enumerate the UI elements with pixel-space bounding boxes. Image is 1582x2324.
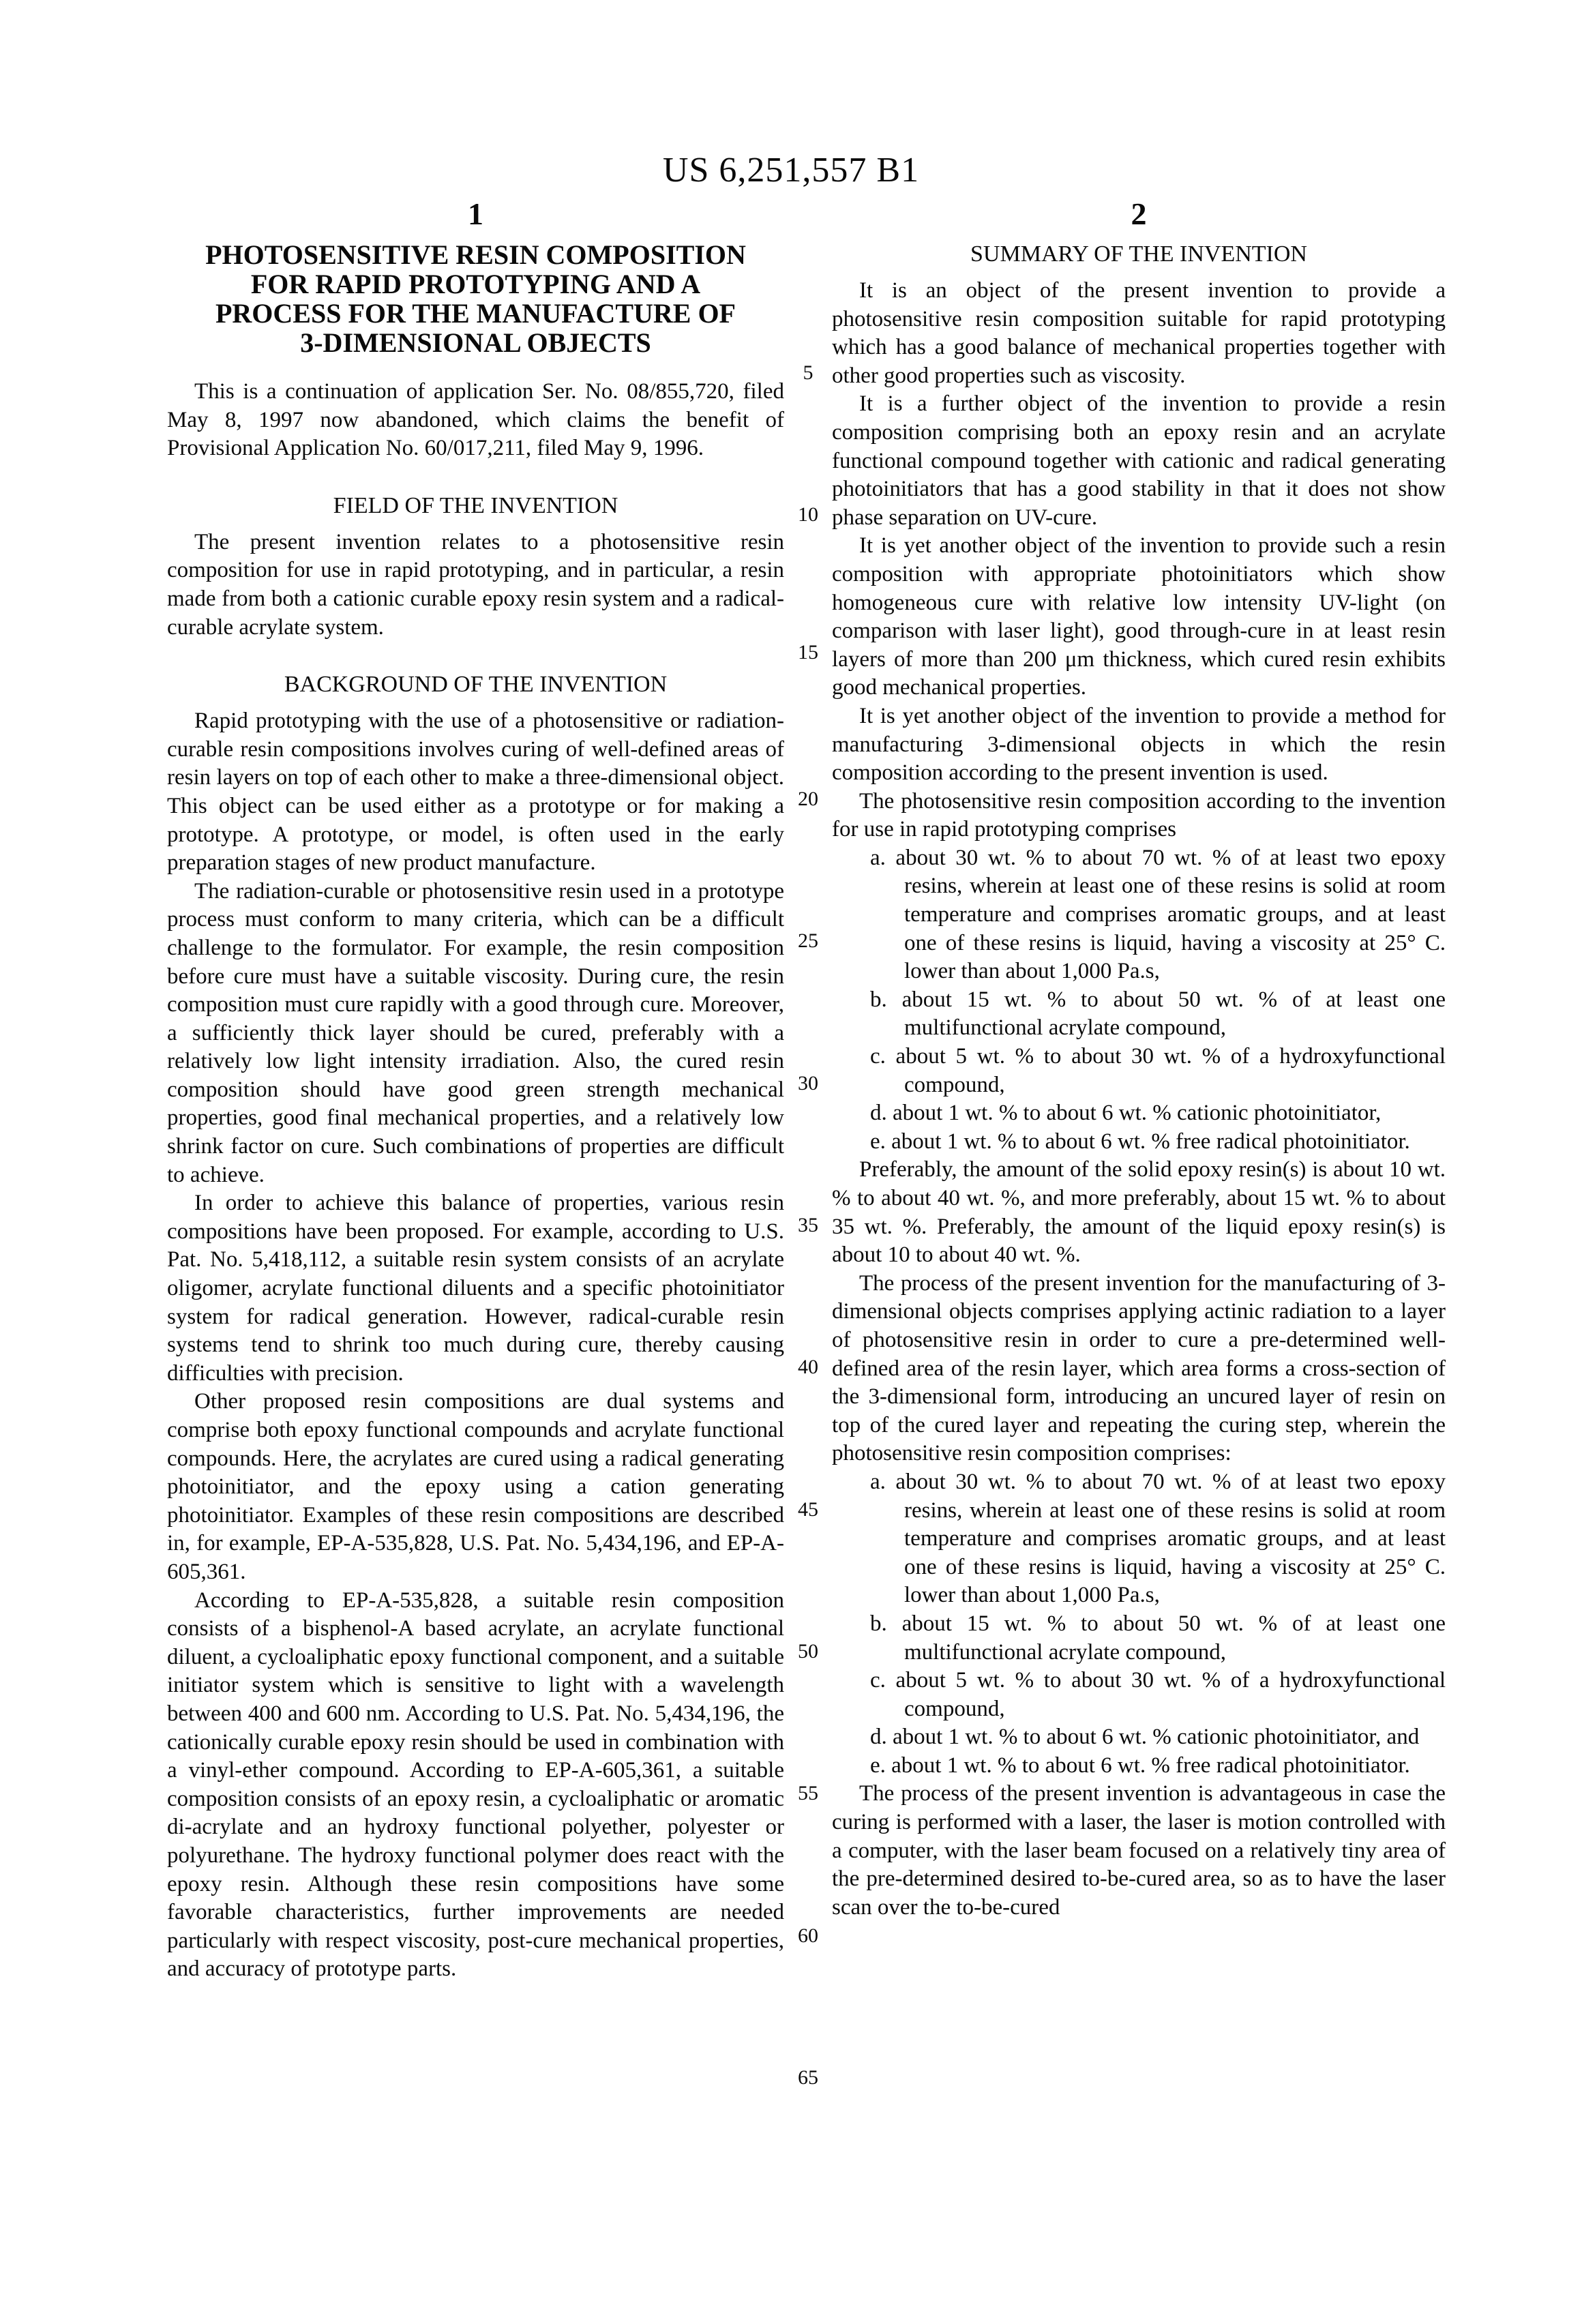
summary-paragraph-2: It is a further object of the invention to provide a resin composition comprising both an epoxy resin and an acrylate functional compound together with cationic and radical generating photoinitiators that has a good stability in that it does not show phase separation on UV-cure.	[832, 391, 1446, 530]
field-paragraph: The present invention relates to a photosensitive resin composition for use in rapid prototyping, and in particular, a resin made from both a cationic curable epoxy resin system and a radical-curable acrylate system.	[167, 529, 784, 640]
list-item-b: b. about 15 wt. % to about 50 wt. % of at least one multifunctional acrylate compound,	[870, 987, 1446, 1041]
patent-number-header: US 6,251,557 B1	[662, 151, 920, 190]
list2-item-a: a. about 30 wt. % to about 70 wt. % of at least two epoxy resins, wherein at least one of these resins is solid at room temperature and comprises aromatic groups, and at least one of these resins is liquid, having a viscosity at 25° C. lower than about 1,000 Pa.s,	[870, 1469, 1446, 1608]
column-1	[167, 240, 784, 1984]
line-number-10: 10	[798, 503, 818, 526]
list-item-c: c. about 5 wt. % to about 30 wt. % of a hydroxyfunctional compound,	[870, 1044, 1446, 1097]
summary-paragraph-1: It is an object of the present invention to provide a photosensitive resin composition suitable for rapid prototyping which has a good balance of mechanical properties together with other good properties such as viscosity.	[832, 278, 1446, 388]
column-number-1: 1	[468, 196, 483, 231]
line-number-20: 20	[798, 788, 818, 810]
background-heading: BACKGROUND OF THE INVENTION	[284, 672, 668, 698]
list2-item-e: e. about 1 wt. % to about 6 wt. % free radical photoinitiator.	[870, 1753, 1410, 1778]
composition-list	[832, 844, 1446, 1157]
line-number-5: 5	[803, 361, 814, 384]
background-paragraph-4: Other proposed resin compositions are dual systems and comprise both epoxy functional compounds and acrylate functional compounds. Here, the acrylates are cured using a radical generating photoinitiator, and the epoxy using a cation generating photoinitiator. Examples of these resin compositions are described in, for example, EP-A-535,828, U.S. Pat. No. 5,434,196, and EP-A-605,361.	[167, 1389, 784, 1584]
background-paragraph-1: Rapid prototyping with the use of a photosensitive or radiation-curable resin compositions involves curing of well-defined areas of resin layers on top of each other to make a three-dimensional object. This object can be used either as a prototype or for making a prototype. A prototype, or model, is often used in the early preparation stages of new product manufacture.	[167, 709, 784, 876]
continuation-paragraph: This is a continuation of application Ser. No. 08/855,720, filed May 8, 1997 now abandoned, which claims the benefit of Provisional Application No. 60/017,211, filed May 9, 1996.	[167, 379, 784, 461]
list2-item-c: c. about 5 wt. % to about 30 wt. % of a hydroxyfunctional compound,	[870, 1668, 1446, 1721]
background-paragraph-3: In order to achieve this balance of properties, various resin compositions have been proposed. For example, according to U.S. Pat. No. 5,418,112, a suitable resin system consists of an acrylate oligomer, acrylate functional diluents and a specific photoinitiator system for radical generation. However, radical-curable resin systems tend to shrink too much during cure, thereby causing difficulties with precision.	[167, 1191, 784, 1386]
composition-intro-paragraph: The photosensitive resin composition according to the invention for use in rapid prototyping comprises	[832, 788, 1446, 842]
column-2	[832, 240, 1446, 1922]
line-number-50: 50	[798, 1640, 818, 1663]
line-number-55: 55	[798, 1782, 818, 1804]
background-paragraph-5: According to EP-A-535,828, a suitable resin composition consists of a bisphenol-A based acrylate, an acrylate functional diluent, a cycloaliphatic epoxy functional component, and a suitable initiator system which is sensitive to light with a wavelength between 400 and 600 nm. According to U.S. Pat. No. 5,434,196, the cationically curable epoxy resin should be used in combination with a vinyl-ether compound. According to EP-A-605,361, a suitable composition consists of an epoxy resin, a cycloaliphatic or aromatic di-acrylate and an hydroxy functional polyether, polyester or polyurethane. The hydroxy functional polymer does react with the epoxy resin. Although these resin compositions have some favorable characteristics, further improvements are needed particularly with respect viscosity, post-cure mechanical properties, and accuracy of prototype parts.	[167, 1588, 784, 1982]
list2-item-d: d. about 1 wt. % to about 6 wt. % cationic photoinitiator, and	[870, 1725, 1420, 1750]
invention-title: PHOTOSENSITIVE RESIN COMPOSITION FOR RAPID PROTOTYPING AND A PROCESS FOR THE MANUFACTURE OF 3-DIMENSIONAL OBJECTS	[205, 239, 746, 358]
preferably-paragraph: Preferably, the amount of the solid epoxy resin(s) is about 10 wt. % to about 40 wt. %, and more preferably, about 15 wt. % to about 35 wt. %. Preferably, the amount of the liquid epoxy resin(s) is about 10 to about 40 wt. %.	[832, 1157, 1446, 1268]
column-number-2: 2	[1131, 196, 1147, 231]
line-number-60: 60	[798, 1924, 818, 1947]
line-number-65: 65	[798, 2066, 818, 2089]
line-number-15: 15	[798, 641, 818, 664]
line-number-25: 25	[798, 929, 818, 952]
line-number-45: 45	[798, 1498, 818, 1521]
summary-paragraph-4: It is yet another object of the invention to provide a method for manufacturing 3-dimensional objects in which the resin composition according to the present invention is used.	[832, 703, 1446, 786]
field-of-invention-heading: FIELD OF THE INVENTION	[333, 492, 618, 518]
laser-advantage-paragraph: The process of the present invention is advantageous in case the curing is performed with a laser, the laser is motion controlled with a computer, with the laser beam focused on a relatively tiny area of the pre-determined desired to-be-cured area, so as to have the laser scan over the to-be-cured	[832, 1781, 1446, 1920]
summary-heading: SUMMARY OF THE INVENTION	[970, 241, 1307, 267]
line-number-40: 40	[798, 1356, 818, 1378]
process-composition-list	[832, 1468, 1446, 1781]
summary-paragraph-3: It is yet another object of the invention to provide such a resin composition with appropriate photoinitiators which show homogeneous cure with relative low intensity UV-light (on comparison with laser light), good through-cure in at least resin layers of more than 200 μm thickness, which cured resin exhibits good mechanical properties.	[832, 533, 1446, 700]
list-item-a: a. about 30 wt. % to about 70 wt. % of at least two epoxy resins, wherein at least one of these resins is solid at room temperature and comprises aromatic groups, and at least one of these resins is liquid, having a viscosity at 25° C. lower than about 1,000 Pa.s,	[870, 845, 1446, 984]
list-item-d: d. about 1 wt. % to about 6 wt. % cationic photoinitiator,	[870, 1101, 1382, 1126]
background-paragraph-2: The radiation-curable or photosensitive resin used in a prototype process must conform to many criteria, which can be a difficult challenge to the formulator. For example, the resin composition before cure must have a suitable viscosity. During cure, the resin composition must cure rapidly with a good through cure. Moreover, a sufficiently thick layer should be cured, preferably with a relatively low light intensity irradiation. Also, the cured resin composition should have good green strength mechanical properties, good final mechanical properties, and a relatively low shrink factor on cure. Such combinations of properties are difficult to achieve.	[167, 878, 784, 1187]
list2-item-b: b. about 15 wt. % to about 50 wt. % of at least one multifunctional acrylate compound,	[870, 1611, 1446, 1665]
line-number-35: 35	[798, 1214, 818, 1236]
list-item-e: e. about 1 wt. % to about 6 wt. % free radical photoinitiator.	[870, 1129, 1410, 1154]
process-paragraph: The process of the present invention for the manufacturing of 3-dimensional objects comprises applying actinic radiation to a layer of photosensitive resin in order to cure a pre-determined well-defined area of the resin layer, which area forms a cross-section of the 3-dimensional form, introducing an uncured layer of resin on top of the cured layer and repeating the curing step, wherein the photosensitive resin composition comprises:	[832, 1270, 1446, 1466]
line-number-30: 30	[798, 1072, 818, 1094]
